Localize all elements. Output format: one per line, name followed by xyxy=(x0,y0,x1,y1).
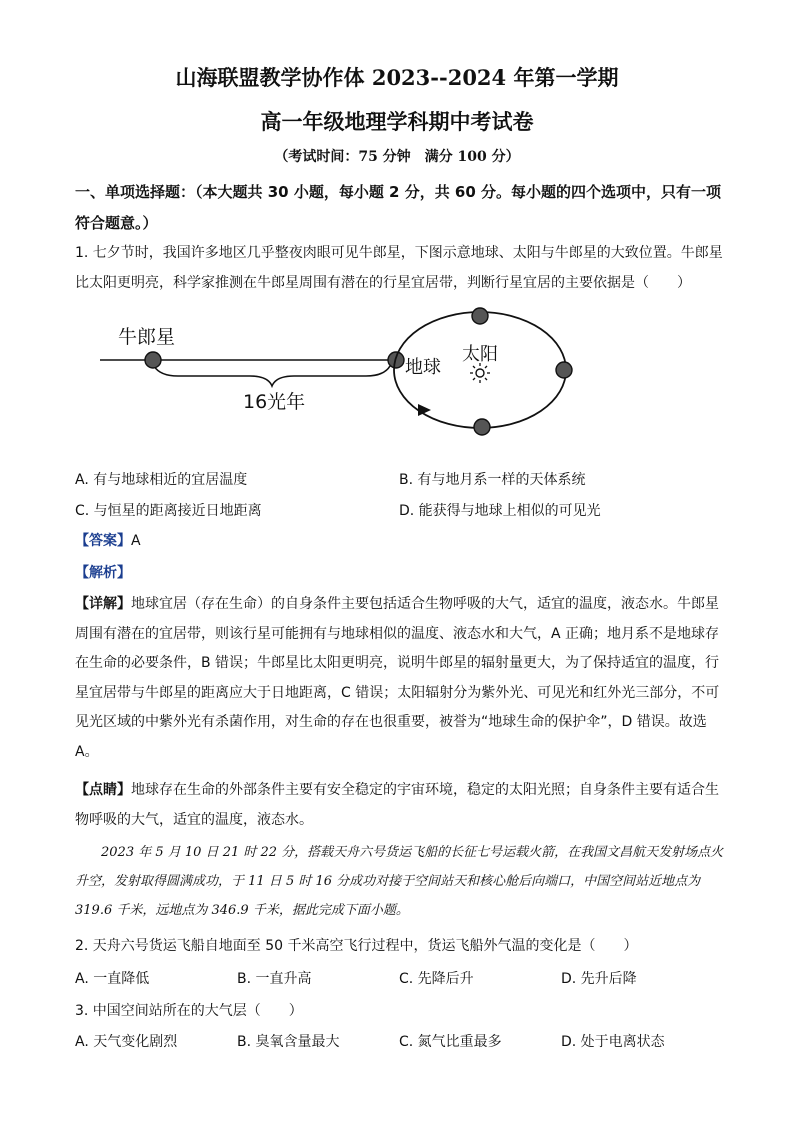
altair-star xyxy=(145,352,161,368)
orbit-figure xyxy=(100,300,580,440)
detail-text: 地球宜居（存在生命）的自身条件主要包括适合生物呼吸的大气，适宜的温度，液态水。牛郎星周围有潜在的宜居带，则该行星可能拥有与地球相似的温度、液态水和大气，A 正确；地月系不是地球存在生命的必要条件，B 错误；牛郎星比太阳更明亮，说明牛郎星的辐射量更大，为了保持适宜的温度，行星宜居带与牛郎星的距离应大于日地距离，C 错误；太阳辐射分为紫外光、可见光和红外光三部分，不可见光区域的中紫外光有杀菌作用，对生命的存在也很重要，被誉为“地球生命的保护伞”，D 错误。故选 A。 xyxy=(75,596,720,760)
tip-text: 地球存在生命的外部条件主要有安全稳定的宇宙环境，稳定的太阳光照；自身条件主要有适合生物呼吸的大气，适宜的温度，液态水。 xyxy=(75,782,719,828)
distance-label: 16光年 xyxy=(243,391,306,413)
q3-option-a: A. 天气变化剧烈 xyxy=(75,1034,178,1050)
q2-option-d: D. 先升后降 xyxy=(561,971,637,987)
sun-label: 太阳 xyxy=(462,344,498,365)
exam-title-line1: 山海联盟教学协作体 2023--2024 年第一学期 xyxy=(175,65,619,90)
analysis-tag: 【解析】 xyxy=(75,565,131,581)
q1-option-c: C. 与恒星的距离接近日地距离 xyxy=(75,503,262,519)
sun-icon xyxy=(470,363,490,383)
q1-option-d: D. 能获得与地球上相似的可见光 xyxy=(399,503,601,519)
q2-option-c: C. 先降后升 xyxy=(399,971,474,987)
section-heading: 一、单项选择题：（本大题共 30 小题，每小题 2 分，共 60 分。每小题的四个选项中，只有一项符合题意。） xyxy=(75,183,722,232)
detail-tag: 【详解】 xyxy=(75,596,131,612)
q3-option-b: B. 臭氧含量最大 xyxy=(237,1034,340,1050)
q2-option-b: B. 一直升高 xyxy=(237,971,312,987)
analysis-line xyxy=(75,562,131,582)
earth-orbit-position-right xyxy=(556,362,572,378)
earth-label: 地球 xyxy=(405,357,441,378)
q3-option-d: D. 处于电离状态 xyxy=(561,1034,665,1050)
answer-value: A xyxy=(131,533,141,549)
q1-option-b: B. 有与地月系一样的天体系统 xyxy=(399,472,586,488)
earth-orbit-position-top xyxy=(472,308,488,324)
q3-option-c: C. 氮气比重最多 xyxy=(399,1034,502,1050)
reading-passage xyxy=(75,838,725,925)
question-1-stem: 1. 七夕节时，我国许多地区几乎整夜肉眼可见牛郎星，下图示意地球、太阳与牛郎星的大致位置。牛郎星比太阳更明亮，科学家推测在牛郎星周围有潜在的行星宜居带，判断行星宜居的主要依据是（ ） xyxy=(75,245,723,291)
detail-paragraph xyxy=(75,590,725,767)
question-2-stem: 2. 天舟六号货运飞船自地面至 50 千米高空飞行过程中，货运飞船外气温的变化是（ ） xyxy=(75,938,638,954)
tip-tag: 【点睛】 xyxy=(75,782,131,798)
altair-label: 牛郎星 xyxy=(118,326,176,348)
passage-text: 2023 年 5 月 10 日 21 时 22 分，搭载天舟六号货运飞船的长征七号运载火箭，在我国文昌航天发射场点火升空，发射取得圆满成功，于 11 日 5 时 16 分成功对接于空间站天和核心舱后向端口，中国空间站近地点为 319.6 千米，远地点为 346.9 千米，据此完成下面小题。 xyxy=(75,845,724,918)
exam-info: （考试时间：75 分钟 满分 100 分） xyxy=(274,149,520,165)
answer-line xyxy=(75,530,141,550)
distance-brace xyxy=(154,366,390,386)
q2-option-a: A. 一直降低 xyxy=(75,971,150,987)
answer-tag: 【答案】 xyxy=(75,533,131,549)
exam-title-line2: 高一年级地理学科期中考试卷 xyxy=(260,109,534,134)
earth-orbit-position-bottom xyxy=(474,419,490,435)
tip-paragraph xyxy=(75,776,725,835)
q1-option-a: A. 有与地球相近的宜居温度 xyxy=(75,472,248,488)
question-3-stem: 3. 中国空间站所在的大气层（ ） xyxy=(75,1003,303,1019)
